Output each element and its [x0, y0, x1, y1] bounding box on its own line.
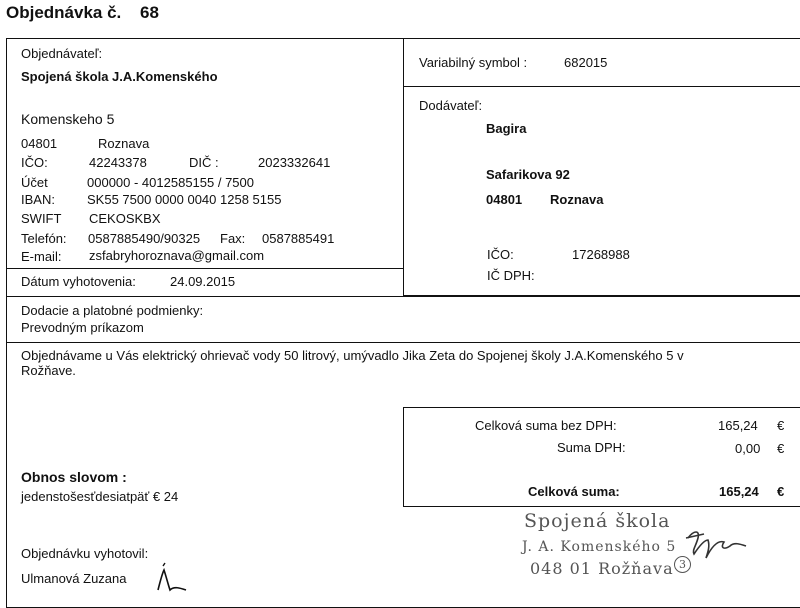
buyer-iban-label: IBAN:: [21, 192, 55, 207]
date-top-line: [6, 268, 404, 269]
buyer-dic-label: DIČ :: [189, 155, 219, 170]
vat-label: Suma DPH:: [557, 440, 626, 455]
buyer-phone-label: Telefón:: [21, 231, 67, 246]
supplier-city: Roznava: [550, 192, 604, 207]
variable-symbol-value: 682015: [564, 55, 608, 70]
supplier-zip: 04801: [486, 192, 523, 207]
net-currency: €: [777, 418, 785, 433]
buyer-fax-label: Fax:: [220, 231, 246, 246]
buyer-account: 000000 - 4012585155 / 7500: [87, 175, 254, 190]
buyer-account-label: Účet: [21, 175, 48, 190]
order-text-line2: Rožňave.: [21, 363, 76, 378]
buyer-phone: 0587885490/90325: [88, 231, 201, 246]
buyer-city: Roznava: [98, 136, 150, 151]
issue-date-value: 24.09.2015: [170, 274, 236, 289]
grand-total-currency: €: [777, 484, 785, 499]
net-total-value: 165,24: [718, 418, 758, 433]
column-divider: [403, 38, 404, 296]
buyer-label: Objednávateľ:: [21, 46, 103, 61]
buyer-dic: 2023332641: [258, 155, 331, 170]
order-text-line1: Objednávame u Vás elektrický ohrievač vody 50 litrový, umývadlo Jika Zeta do Spojenej školy J.A.Komenského 5 v: [21, 348, 684, 363]
vs-divider: [403, 86, 800, 87]
buyer-fax: 0587885491: [262, 231, 335, 246]
buyer-swift-label: SWIFT: [21, 211, 62, 226]
terms-value: Prevodným príkazom: [21, 320, 144, 335]
supplier-street: Safarikova 92: [486, 167, 570, 182]
stamp-line1: Spojená škola: [524, 510, 671, 532]
page-title: [6, 3, 159, 23]
stamp-line3: 048 01 Rožňava: [530, 559, 674, 578]
grand-total-label: Celková suma:: [528, 484, 620, 499]
amount-words-label: Obnos slovom :: [21, 469, 127, 485]
issued-by-label: Objednávku vyhotovil:: [21, 546, 149, 561]
supplier-icdph-label: IČ DPH:: [487, 268, 535, 283]
order-top-line: [6, 342, 800, 343]
supplier-ico-label: IČO:: [487, 247, 514, 262]
terms-top-line: [6, 296, 800, 297]
terms-label: Dodacie a platobné podmienky:: [21, 303, 204, 318]
order-number: 68: [140, 3, 159, 22]
variable-symbol-label: Variabilný symbol :: [419, 55, 528, 70]
supplier-name: Bagira: [486, 121, 527, 136]
vat-currency: €: [777, 441, 785, 456]
vat-value: 0,00: [735, 441, 761, 456]
issued-by-name: Ulmanová Zuzana: [21, 571, 127, 586]
buyer-name: Spojená škola J.A.Komenského: [21, 69, 218, 84]
signature-mark: [152, 560, 192, 593]
buyer-email: zsfabryhoroznava@gmail.com: [89, 248, 265, 263]
title-label: Objednávka č.: [6, 3, 122, 22]
buyer-iban: SK55 7500 0000 0040 1258 5155: [87, 192, 282, 207]
stamp-mark-digit: 3: [679, 558, 686, 571]
buyer-ico-label: IČO:: [21, 155, 48, 170]
buyer-ico: 42243378: [89, 155, 147, 170]
amount-words-value: jedenstošesťdesiatpäť € 24: [21, 489, 179, 504]
stamp-signature: [684, 524, 754, 562]
net-total-label: Celková suma bez DPH:: [475, 418, 617, 433]
buyer-swift: CEKOSKBX: [89, 211, 161, 226]
buyer-zip: 04801: [21, 136, 58, 151]
supplier-ico: 17268988: [572, 247, 630, 262]
buyer-email-label: E-mail:: [21, 249, 62, 264]
stamp-line2: J. A. Komenského 5: [522, 539, 677, 555]
issue-date-label: Dátum vyhotovenia:: [21, 274, 136, 289]
buyer-street: Komenskeho 5: [21, 111, 115, 127]
supplier-label: Dodávateľ:: [419, 98, 483, 113]
grand-total-value: 165,24: [719, 484, 759, 499]
